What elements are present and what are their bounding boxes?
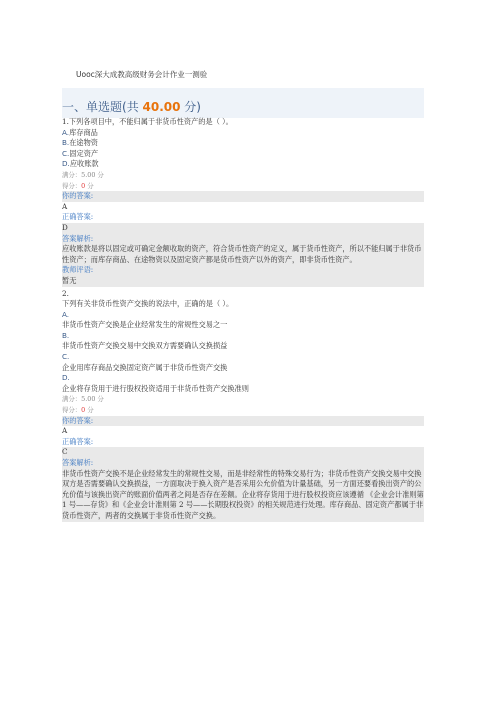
q1-correct-answer: D: [62, 222, 68, 232]
q2-option-c-text: 企业用库存商品交换固定资产属于非货币性资产交换: [62, 362, 228, 372]
q1-full-score: 满分：5.00 分: [62, 170, 104, 179]
q2-option-b-letter: B.: [62, 330, 70, 340]
q2-correct-answer: C: [62, 447, 68, 457]
section-name: 一、单选题: [62, 100, 123, 114]
q2-correct-block: [62, 447, 424, 521]
question-1: [62, 117, 424, 287]
option-letter: C.: [62, 148, 70, 158]
option-letter: A.: [62, 127, 70, 137]
q1-stem: 1.下列各项目中，不能归属于非货币性资产的是（ ）。: [62, 117, 233, 126]
section-score-suffix: 分): [180, 100, 201, 114]
section-score-prefix: (共: [122, 100, 143, 114]
option-text: 应收账款: [69, 159, 99, 169]
document-title: Uooc深大成教高级财务会计作业一测验: [76, 70, 208, 79]
q2-option-b-text: 非货币性资产交换交易中交换双方需要确认交换损益: [62, 341, 228, 351]
option-letter: B.: [62, 138, 70, 148]
q1-comment-text: 暂无: [62, 275, 77, 285]
q2-option-a-letter: A.: [62, 309, 70, 319]
q2-analysis-label: 答案解析:: [62, 458, 94, 467]
q1-comment-label: 教师评语:: [62, 265, 94, 275]
option-letter: D.: [62, 159, 70, 169]
q1-your-answer-block: [62, 191, 424, 202]
got-value: 0: [81, 181, 86, 190]
q2-correct-label: 正确答案:: [62, 436, 94, 446]
q2-your-answer-block: [62, 416, 424, 427]
q2-got-score: [62, 405, 424, 416]
q2-option-d-text: 企业将存货用于进行股权投资适用于非货币性资产交换准则: [62, 383, 249, 393]
question-list: [62, 117, 424, 522]
option-text: 库存商品: [69, 127, 98, 137]
got-unit: 分: [85, 181, 94, 190]
got-value: 0: [81, 406, 86, 415]
q2-option-a-text: 非货币性资产交换是企业经常发生的常规性交易之一: [62, 320, 228, 330]
q1-your-answer-label: 你的答案:: [62, 191, 94, 201]
option-text: 在途物资: [69, 138, 98, 148]
q1-analysis-label: 答案解析:: [62, 233, 94, 243]
section-score: 40.00: [142, 100, 181, 114]
q1-option-d: [62, 159, 424, 170]
q2-number: 2.: [62, 288, 69, 298]
q1-option-b: [62, 138, 424, 149]
q2-stem: 下列有关非货币性资产交换的说法中，正确的是（ ）。: [62, 299, 234, 309]
q2-full-score: 满分：5.00 分: [62, 395, 104, 404]
question-2: [62, 289, 424, 522]
got-unit: 分: [85, 406, 94, 415]
q2-option-d-letter: D.: [62, 373, 70, 383]
option-text: 固定资产: [69, 148, 99, 158]
q1-got-score: [62, 181, 424, 192]
q1-analysis-text: 应收账款是将以固定或可确定金额收取的资产，符合货币性资产的定义，属于货币性资产，所以不能归属于非货币性资产；而库存商品、在途物资以及固定资产都是货币性资产以外的资产，即非货币性资产。: [62, 244, 422, 264]
q2-analysis-text: 非货币性资产交换不是企业经常发生的常规性交易，而是非经常性的特殊交易行为；非货币性资产交换交易中交换双方是否需要确认交换损益，一方面取决于换入资产是否采用公允价值为计量基础，另一方面还要看换出资产的公允价值与该换出资产的账面价值两者之间是否存在差额。企业将存货用于进行股权投资应该遵循 《企业会计准则第 1 号——存货》和《企业会计准则第 2 号——长期股权投资》的相关规范进行处理。库存商品、固定资产都属于非货币性资产，两者的交换属于非货币性资产交换。: [62, 468, 424, 520]
q1-correct-block: [62, 223, 424, 287]
q1-correct-label: 正确答案:: [62, 212, 94, 222]
section-title: [62, 98, 201, 115]
q2-your-answer: A: [62, 426, 68, 436]
got-label: 得分：: [62, 406, 82, 415]
q1-option-a: [62, 128, 424, 139]
q2-option-c-letter: C.: [62, 352, 70, 362]
q1-option-c: [62, 149, 424, 160]
q2-your-answer-label: 你的答案:: [62, 415, 94, 425]
q1-your-answer: A: [62, 201, 68, 211]
got-label: 得分：: [62, 181, 82, 190]
